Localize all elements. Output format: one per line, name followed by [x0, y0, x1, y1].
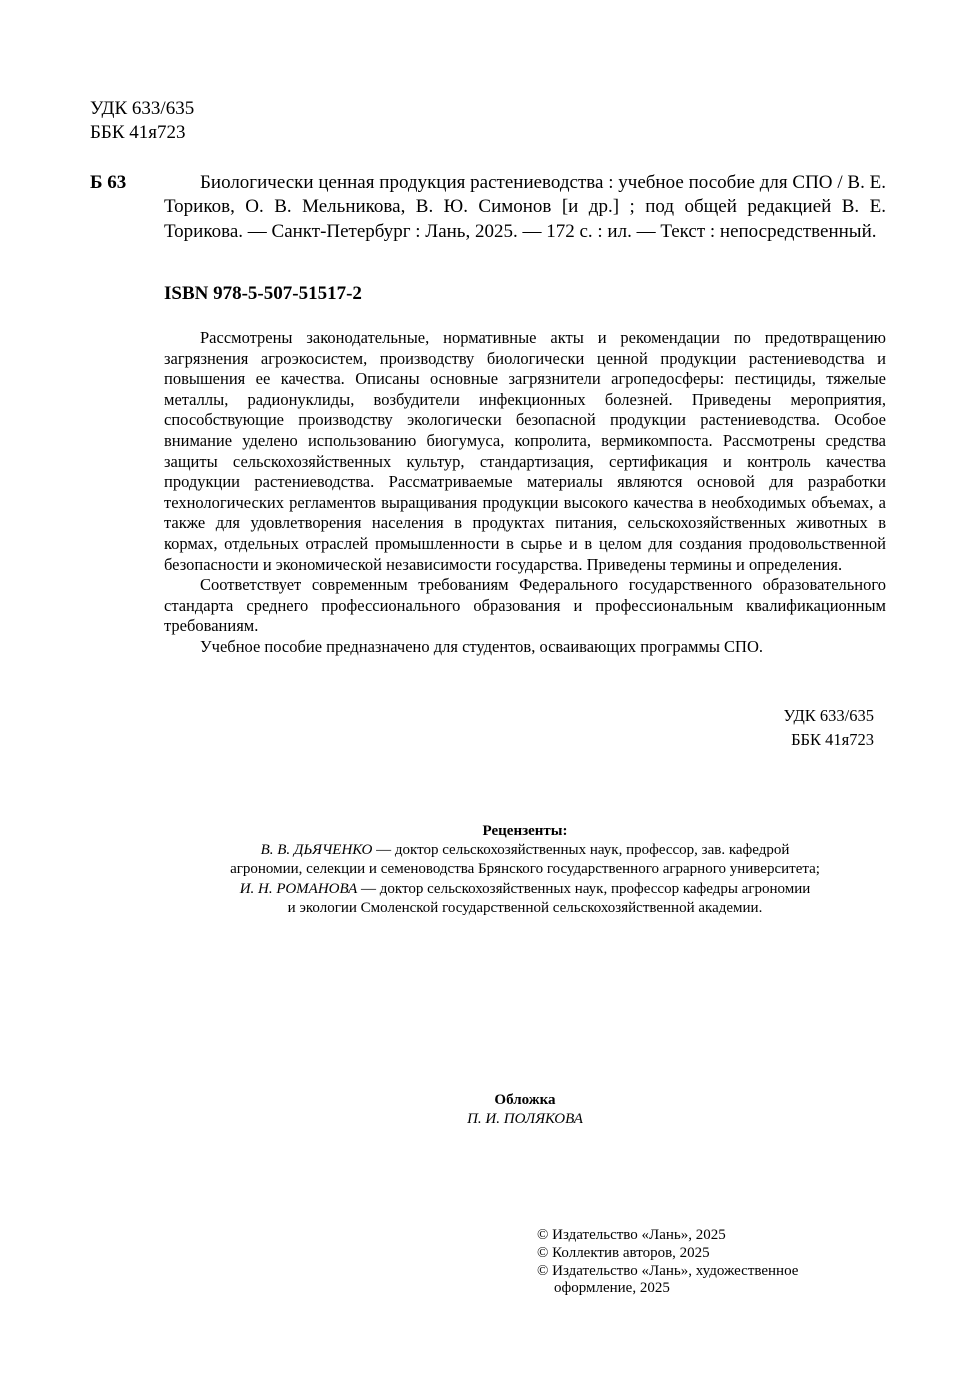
reviewer-2-name: И. Н. РОМАНОВА: [239, 880, 358, 897]
reviewers-heading: Рецензенты:: [482, 823, 568, 839]
cover-designer: П. И. ПОЛЯКОВА: [467, 1111, 583, 1128]
copyright-block: [537, 1227, 857, 1298]
reviewer-2-line-1: [160, 880, 890, 899]
bbk-code: ББК 41я723: [90, 122, 186, 143]
classification-codes-footer: [760, 704, 874, 752]
reviewer-1-line-2: агрономии, селекции и семеноводства Брянского государственного аграрного университета;: [230, 861, 820, 878]
copyright-line: © Издательство «Лань», 2025: [537, 1227, 726, 1243]
reviewer-2-line-2: и экологии Смоленской государственной сельскохозяйственной академии.: [287, 899, 763, 916]
author-sign: Б 63: [90, 172, 127, 193]
reviewer-1-line-1: [160, 841, 890, 860]
copyright-line: © Издательство «Лань», художественное оформление, 2025: [537, 1262, 799, 1297]
annotation-paragraph: Соответствует современным требованиям Федерального государственного образовательного стандарта среднего профессионального образования и профессиональным квалификационным требованиям.: [164, 575, 886, 636]
cover-credits: [400, 1091, 650, 1129]
cover-heading: Обложка: [494, 1092, 556, 1108]
classification-codes: [90, 97, 194, 145]
reviewer-2-desc: — доктор сельскохозяйственных наук, профессор кафедры агрономии: [357, 880, 811, 897]
reviewers-block: [160, 822, 890, 918]
bbk-code: ББК 41я723: [791, 730, 874, 749]
reviewer-1-desc: — доктор сельскохозяйственных наук, профессор, зав. кафедрой: [372, 842, 790, 859]
udk-code: УДК 633/635: [90, 98, 195, 119]
reviewer-1-name: В. В. ДЬЯЧЕНКО: [260, 842, 373, 859]
copyright-line: © Коллектив авторов, 2025: [537, 1244, 710, 1261]
annotation-paragraph: Учебное пособие предназначено для студентов, осваивающих программы СПО.: [200, 636, 764, 656]
annotation: [164, 328, 886, 658]
isbn: ISBN 978-5-507-51517-2: [164, 283, 362, 304]
udk-code: УДК 633/635: [783, 706, 874, 725]
annotation-paragraph: Рассмотрены законодательные, нормативные акты и рекомендации по предотвращению загрязнения агроэкосистем, производству биологически ценной продукции растениеводства и повышения ее качества. Описаны основные загрязнители агропедосферы: пестициды, тяжелые металлы, радионуклиды, возбудители инфекционных болезней. Приведены мероприятия, способствующие производству экологически безопасной продукции растениеводства. Особое внимание уделено использованию биогумуса, копролита, вермикомпоста. Рассмотрены средства защиты сельскохозяйственных культур, стандартизация, сертификация и контроль качества продукции растениеводства. Рассматриваемые материалы являются основой для разработки технологических регламентов выращивания продукции высокого качества в необходимых объемах, а также для удовлетворения населения в продуктах питания, сельскохозяйственных животных в кормах, отдельных отраслей промышленности в сырье и в целом для создания продовольственной безопасности и экономической независимости государства. Приведены термины и определения.: [164, 328, 886, 574]
bibliographic-record: Биологически ценная продукция растениеводства : учебное пособие для СПО / В. Е. Ториков, О. В. Мельникова, В. Ю. Симонов [и др.] ; под общей редакцией В. Е. Торикова. — Санкт-Петербург : Лань, 2025. — 172 с. : ил. — Текст : непосредственный.: [164, 172, 886, 242]
